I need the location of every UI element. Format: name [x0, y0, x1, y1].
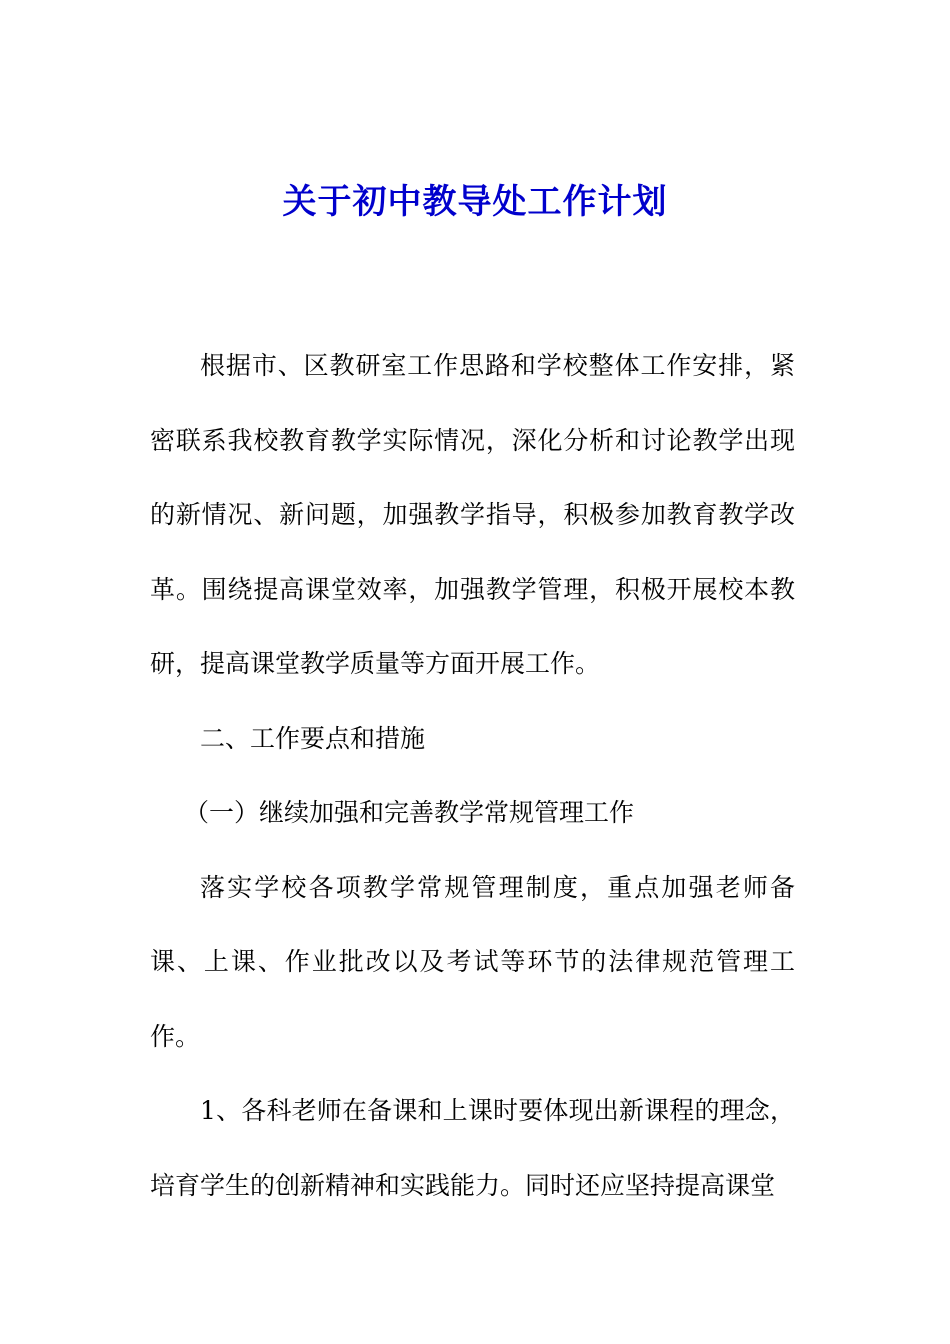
paragraph-routine-management: 落实学校各项教学常规管理制度，重点加强老师备课、上课、作业批改以及考试等环节的法律规范管理工作。	[150, 872, 795, 1051]
section-heading-work-points: 二、工作要点和措施	[200, 723, 426, 753]
paragraph-intro: 根据市、区教研室工作思路和学校整体工作安排，紧密联系我校教育教学实际情况，深化分析和讨论教学出现的新情况、新问题，加强教学指导，积极参加教育教学改革。围绕提高课堂效率，加强教学管理，积极开展校本教研，提高课堂教学质量等方面开展工作。	[150, 351, 795, 678]
subsection-heading-routine-management: （一）继续加强和完善教学常规管理工作	[184, 798, 635, 827]
paragraph-item-1: 1、各科老师在备课和上课时要体现出新课程的理念，培育学生的创新精神和实践能力。同时还应坚持提高课堂	[150, 1096, 795, 1200]
document-body	[150, 329, 795, 1223]
document-title: 关于初中教导处工作计划	[282, 182, 668, 222]
